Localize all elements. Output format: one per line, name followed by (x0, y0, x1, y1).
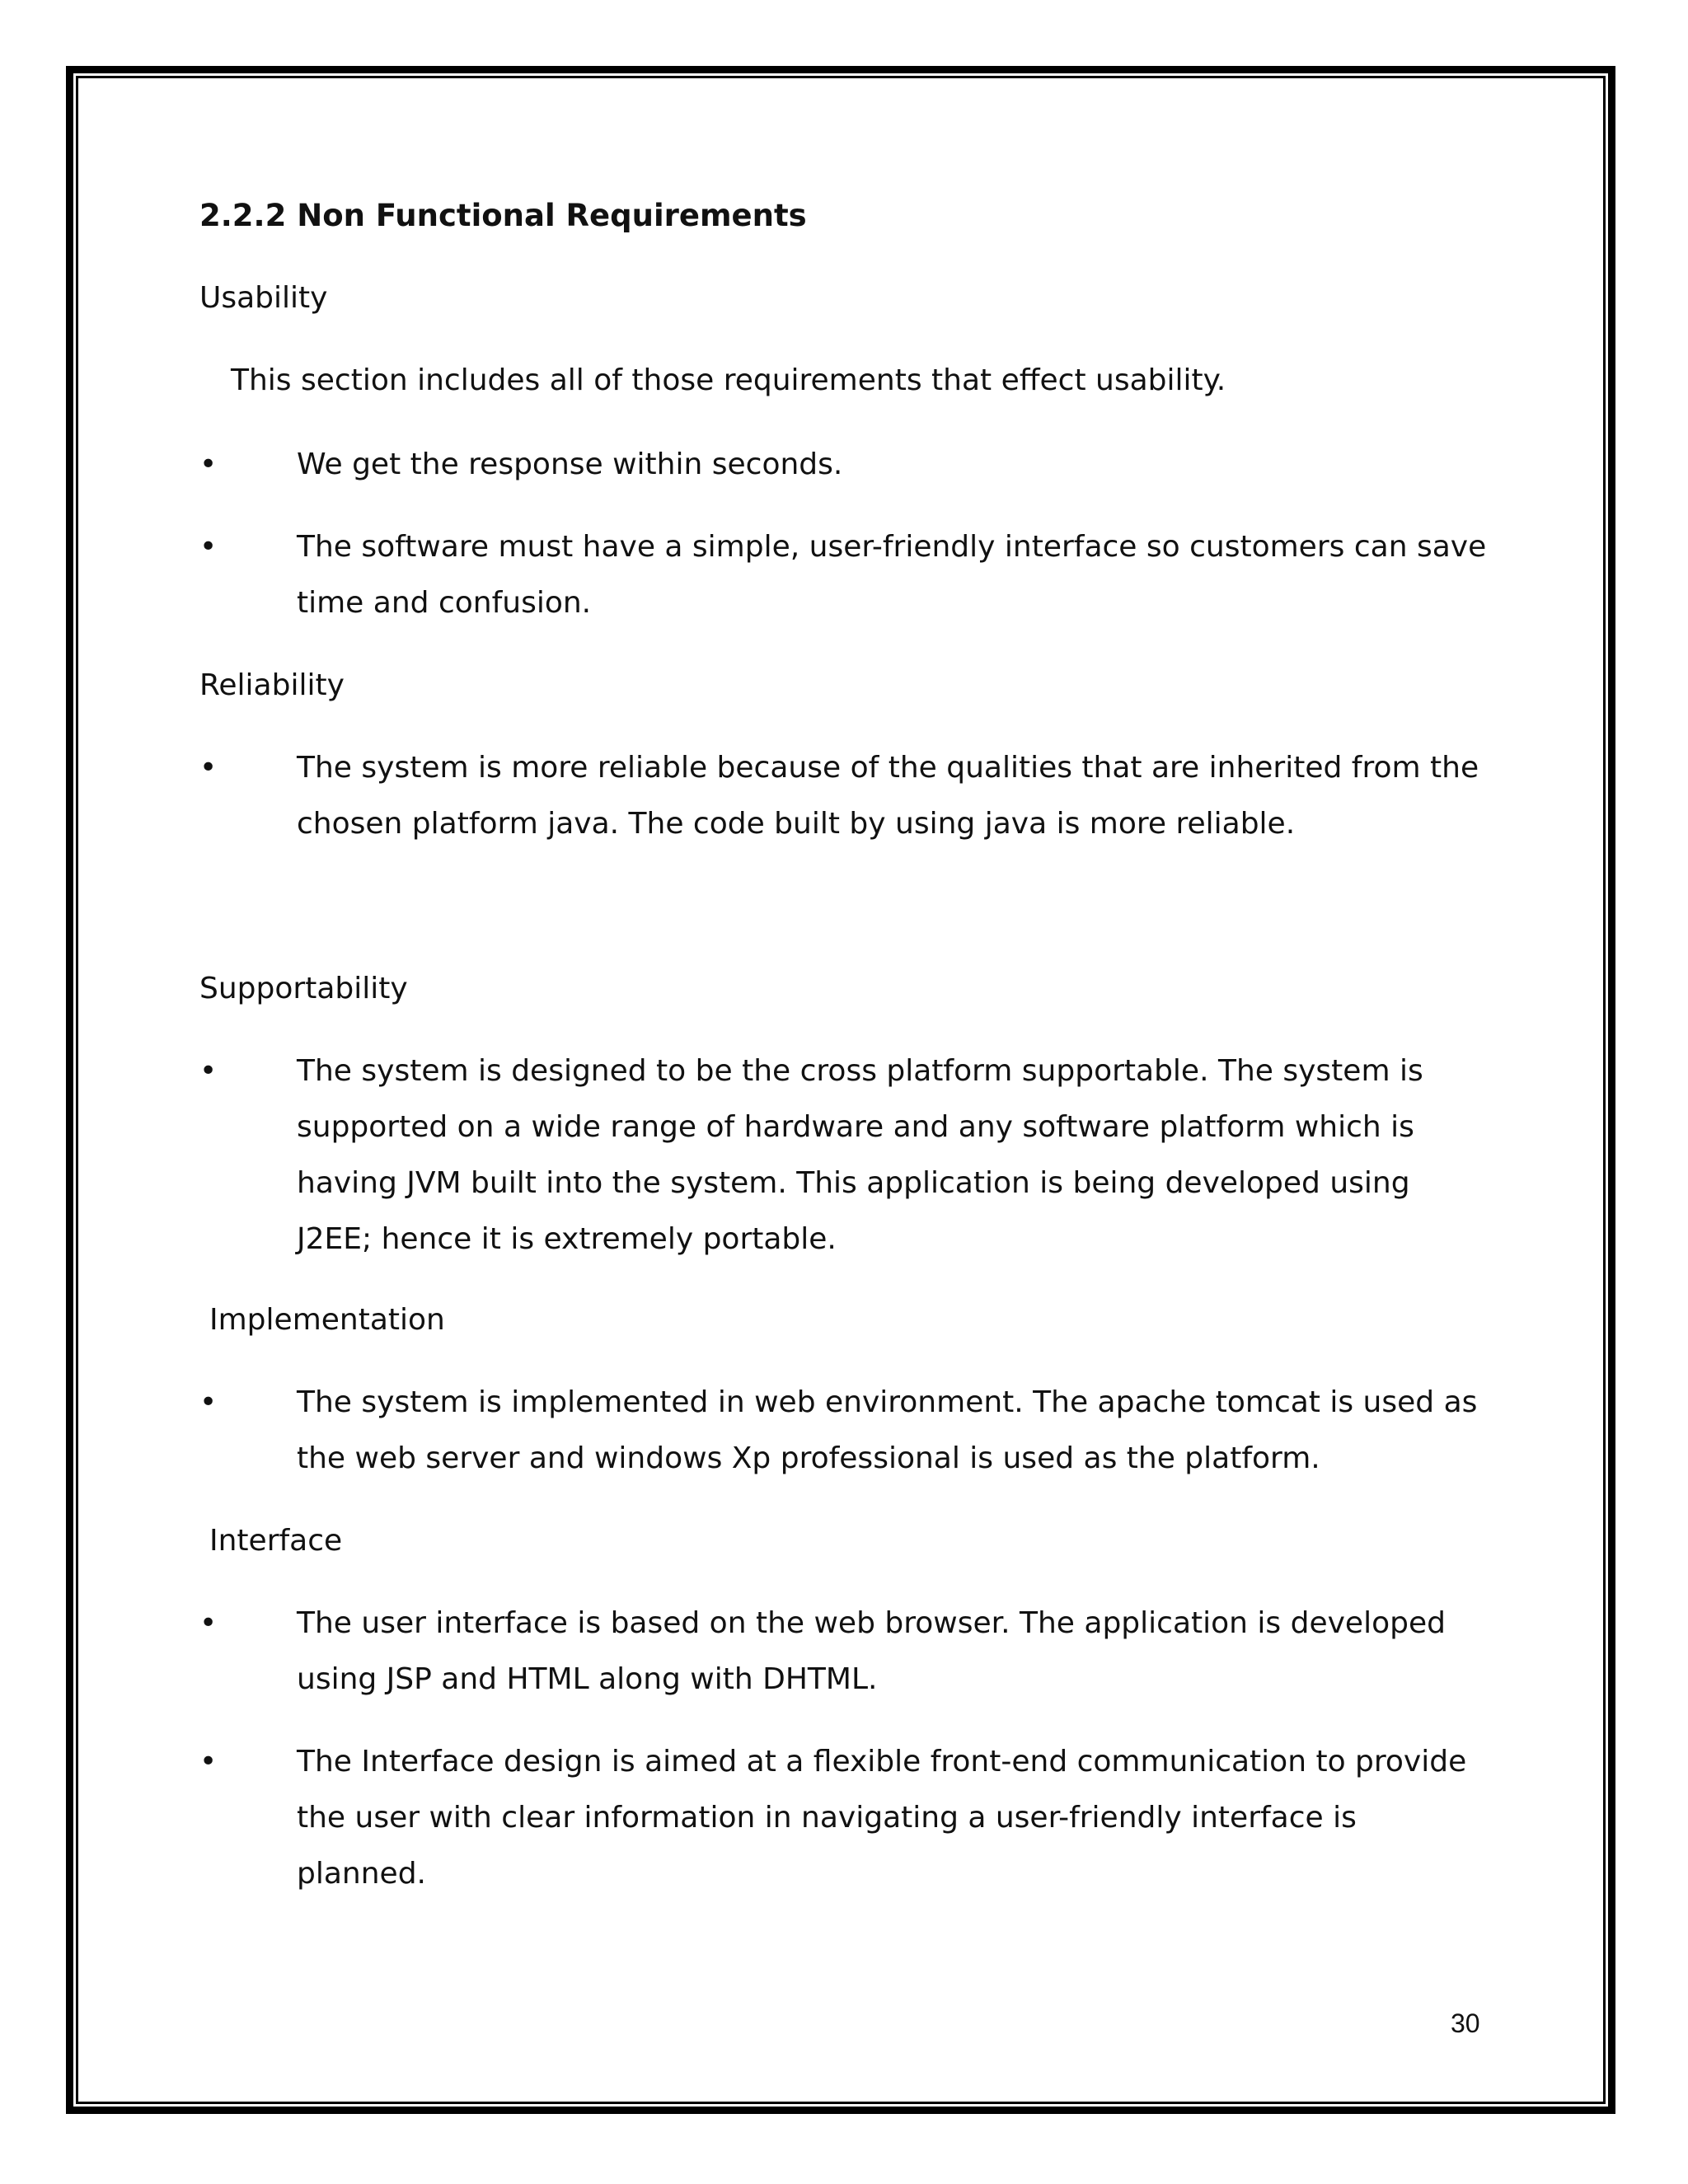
usability-bullet-1: We get the response within seconds. (297, 448, 843, 481)
bullet-dot: • (199, 1054, 218, 1088)
interface-title: Interface (209, 1524, 343, 1558)
usability-intro: This section includes all of those requirements that effect usability. (231, 363, 1226, 397)
reliability-title: Reliability (199, 668, 345, 702)
usability-title: Usability (199, 281, 328, 315)
bullet-dot: • (199, 751, 218, 785)
implementation-title: Implementation (209, 1303, 445, 1337)
interface-bullet-2: The Interface design is aimed at a flexible front-end communication to provide the user with clear information in navigating a user-friendly interface is planned. (297, 1745, 1467, 1891)
bullet-dot: • (199, 530, 218, 564)
implementation-bullet-1: The system is implemented in web environment. The apache tomcat is used as the web server and windows Xp professional is used as the platform. (297, 1385, 1478, 1475)
bullet-dot: • (199, 1606, 218, 1640)
page-number: 30 (1451, 2008, 1480, 2038)
interface-bullet-1: The user interface is based on the web browser. The application is developed using JSP and HTML along with DHTML. (297, 1606, 1446, 1696)
supportability-title: Supportability (199, 972, 408, 1005)
supportability-bullet-1: The system is designed to be the cross platform supportable. The system is supported on a wide range of hardware and any software platform which is having JVM built into the system. This application is being developed using J2EE; hence it is extremely portable. (297, 1054, 1423, 1256)
bullet-dot: • (199, 448, 218, 481)
usability-bullet-2: The software must have a simple, user-friendly interface so customers can save time and confusion. (297, 530, 1487, 620)
bullet-dot: • (199, 1385, 218, 1419)
reliability-bullet-1: The system is more reliable because of the qualities that are inherited from the chosen platform java. The code built by using java is more reliable. (297, 751, 1479, 841)
bullet-dot: • (199, 1745, 218, 1779)
section-heading: 2.2.2 Non Functional Requirements (199, 198, 807, 233)
